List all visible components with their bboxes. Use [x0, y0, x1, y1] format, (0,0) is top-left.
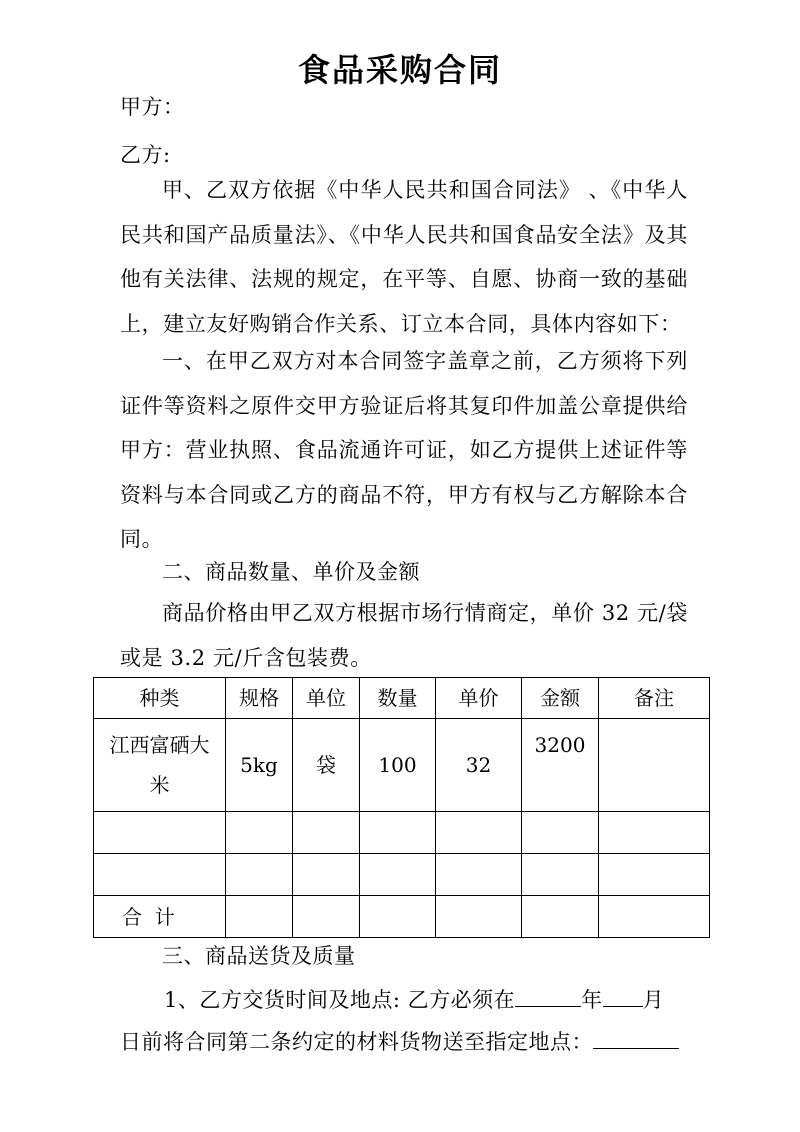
- empty-cell: [599, 812, 710, 854]
- empty-cell: [226, 896, 293, 938]
- empty-cell: [522, 896, 599, 938]
- empty-cell: [94, 812, 226, 854]
- clause-3-year-label: 年: [581, 988, 603, 1012]
- clause-2-paragraph: 商品价格由甲乙双方根据市场行情商定，单价 32 元/袋或是 3.2 元/斤含包装费。: [120, 601, 688, 670]
- page-title: 食品采购合同: [297, 51, 502, 89]
- clause-3-heading: 三、商品送货及质量: [162, 944, 356, 968]
- empty-cell: [293, 896, 360, 938]
- header-amount: 金额: [522, 678, 599, 719]
- empty-cell: [436, 812, 522, 854]
- empty-cell: [599, 854, 710, 896]
- empty-cell: [522, 854, 599, 896]
- total-label: 合 计: [94, 896, 226, 938]
- empty-cell: [360, 812, 436, 854]
- clause-3-item-1-prefix: 1、乙方交货时间及地点: 乙方必须在: [164, 988, 516, 1012]
- clause-2-heading: 二、商品数量、单价及金额: [162, 560, 420, 584]
- cell-amount: 3200: [522, 719, 599, 812]
- clause-3-item-1-line-2: [120, 1026, 679, 1057]
- empty-cell: [226, 854, 293, 896]
- header-price: 单价: [436, 678, 522, 719]
- table-row-empty: [94, 812, 710, 854]
- empty-cell: [599, 896, 710, 938]
- cell-type-text: 江西富硒大米: [109, 733, 210, 797]
- clause-3-item-1-line-1: [164, 984, 664, 1015]
- header-spec: 规格: [226, 678, 293, 719]
- cell-note: [599, 719, 710, 812]
- header-note: 备注: [599, 678, 710, 719]
- table-row: [94, 719, 710, 812]
- cell-spec: 5kg: [226, 719, 293, 812]
- header-unit: 单位: [293, 678, 360, 719]
- party-a-label: 甲方：: [120, 95, 185, 119]
- goods-table: [93, 677, 710, 938]
- month-blank: [603, 984, 643, 1007]
- empty-cell: [293, 812, 360, 854]
- empty-cell: [226, 812, 293, 854]
- header-quantity: 数量: [360, 678, 436, 719]
- party-b-label: 乙方:: [120, 143, 171, 167]
- empty-cell: [360, 854, 436, 896]
- table-row-empty: [94, 854, 710, 896]
- empty-cell: [293, 854, 360, 896]
- empty-cell: [94, 854, 226, 896]
- header-type: 种类: [94, 678, 226, 719]
- clause-3-month-label: 月: [642, 988, 665, 1012]
- empty-cell: [436, 854, 522, 896]
- cell-type: [94, 719, 226, 812]
- preamble-paragraph: 甲、乙双方依据《中华人民共和国合同法》 、《中华人民共和国产品质量法》、《中华人民共和国食品安全法》及其他有关法律、法规的规定，在平等、自愿、协商一致的基础上，建立友好购销合作关系、订立本合同，具体内容如下：: [120, 178, 688, 336]
- clause-3-item-1-line-2-text: 日前将合同第二条约定的材料货物送至指定地点：: [120, 1030, 593, 1054]
- empty-cell: [360, 896, 436, 938]
- clause-1-paragraph: 一、在甲乙双方对本合同签字盖章之前，乙方须将下列证件等资料之原件交甲方验证后将其复印件加盖公章提供给甲方：营业执照、食品流通许可证，如乙方提供上述证件等资料与本合同或乙方的商品不符，甲方有权与乙方解除本合同。: [120, 349, 688, 551]
- empty-cell: [436, 896, 522, 938]
- cell-unit: 袋: [293, 719, 360, 812]
- cell-quantity: 100: [360, 719, 436, 812]
- cell-price: 32: [436, 719, 522, 812]
- table-header-row: [94, 678, 710, 719]
- table-total-row: [94, 896, 710, 938]
- location-blank: [593, 1026, 679, 1049]
- empty-cell: [522, 812, 599, 854]
- year-blank: [515, 984, 581, 1007]
